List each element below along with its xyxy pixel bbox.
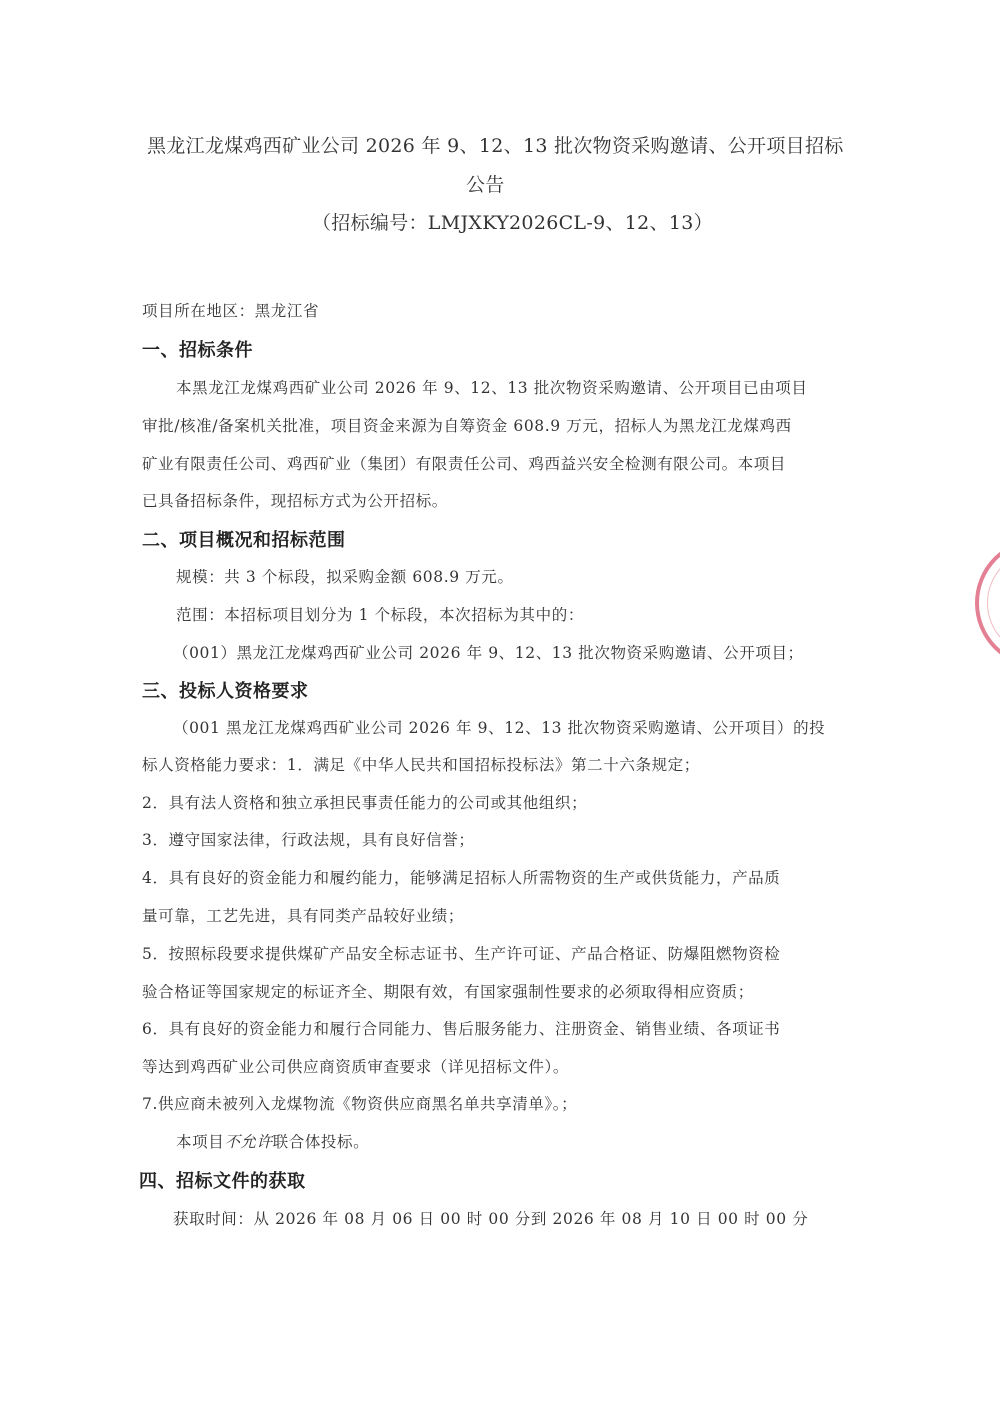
seal-stamp [975, 538, 1000, 668]
document-title-line2: 公告 [466, 174, 505, 196]
section3-line: 7.供应商未被列入龙煤物流《物资供应商黑名单共享清单》。； [142, 1095, 578, 1113]
section3-line: 标人资格能力要求：1．满足《中华人民共和国招标投标法》第二十六条规定； [142, 756, 700, 774]
section2-scope: 范围：本招标项目划分为 1 个标段，本次招标为其中的： [176, 606, 584, 624]
consortium-statement [176, 1130, 369, 1152]
section4-heading: 四、招标文件的获取 [139, 1171, 306, 1192]
section3-line: 6．具有良好的资金能力和履行合同能力、售后服务能力、注册资金、销售业绩、各项证书 [142, 1020, 781, 1038]
section1-line: 本黑龙江龙煤鸡西矿业公司 2026 年 9、12、13 批次物资采购邀请、公开项目已由项目 [176, 379, 808, 397]
section1-heading: 一、招标条件 [142, 340, 253, 361]
consortium-prefix: 本项目 [176, 1133, 225, 1151]
section3-line: 5．按照标段要求提供煤矿产品安全标志证书、生产许可证、产品合格证、防爆阻燃物资检 [142, 945, 781, 963]
project-region: 项目所在地区：黑龙江省 [142, 302, 320, 320]
section3-line: 等达到鸡西矿业公司供应商资质审查要求（详见招标文件）。 [142, 1058, 569, 1076]
section4-time: 获取时间：从 2026 年 08 月 06 日 00 时 00 分到 2026 年 08 月 10 日 00 时 00 分 [173, 1210, 809, 1228]
section3-line: 验合格证等国家规定的标证齐全、期限有效，有国家强制性要求的必须取得相应资质； [142, 983, 754, 1001]
seal-stamp-inner-ring [987, 550, 1000, 656]
section3-line: 4．具有良好的资金能力和履约能力，能够满足招标人所需物资的生产或供货能力，产品质 [142, 869, 781, 887]
consortium-italic: 不允许 [224, 1133, 273, 1151]
section1-line: 矿业有限责任公司、鸡西矿业（集团）有限责任公司、鸡西益兴安全检测有限公司。本项目 [142, 455, 787, 473]
section2-scale: 规模：共 3 个标段，拟采购金额 608.9 万元。 [176, 568, 514, 586]
section2-heading: 二、项目概况和招标范围 [142, 530, 346, 551]
section3-line: 2．具有法人资格和独立承担民事责任能力的公司或其他组织； [142, 794, 588, 812]
section2-item: （001）黑龙江龙煤鸡西矿业公司 2026 年 9、12、13 批次物资采购邀请、公开项目； [173, 644, 804, 662]
section3-line: 量可靠，工艺先进，具有同类产品较好业绩； [142, 907, 465, 925]
section1-line: 审批/核准/备案机关批准，项目资金来源为自筹资金 608.9 万元，招标人为黑龙江龙煤鸡西 [142, 417, 792, 435]
section3-heading: 三、投标人资格要求 [142, 681, 309, 702]
document-title-line1: 黑龙江龙煤鸡西矿业公司 2026 年 9、12、13 批次物资采购邀请、公开项目招标 [147, 135, 844, 157]
tender-number: （招标编号：LMJXKY2026CL-9、12、13） [312, 212, 713, 234]
section3-line: 3．遵守国家法律，行政法规，具有良好信誉； [142, 831, 475, 849]
consortium-suffix: 联合体投标。 [272, 1133, 370, 1151]
section3-line: （001 黑龙江龙煤鸡西矿业公司 2026 年 9、12、13 批次物资采购邀请、公开项目）的投 [173, 719, 826, 737]
section1-line: 已具备招标条件，现招标方式为公开招标。 [142, 492, 448, 510]
